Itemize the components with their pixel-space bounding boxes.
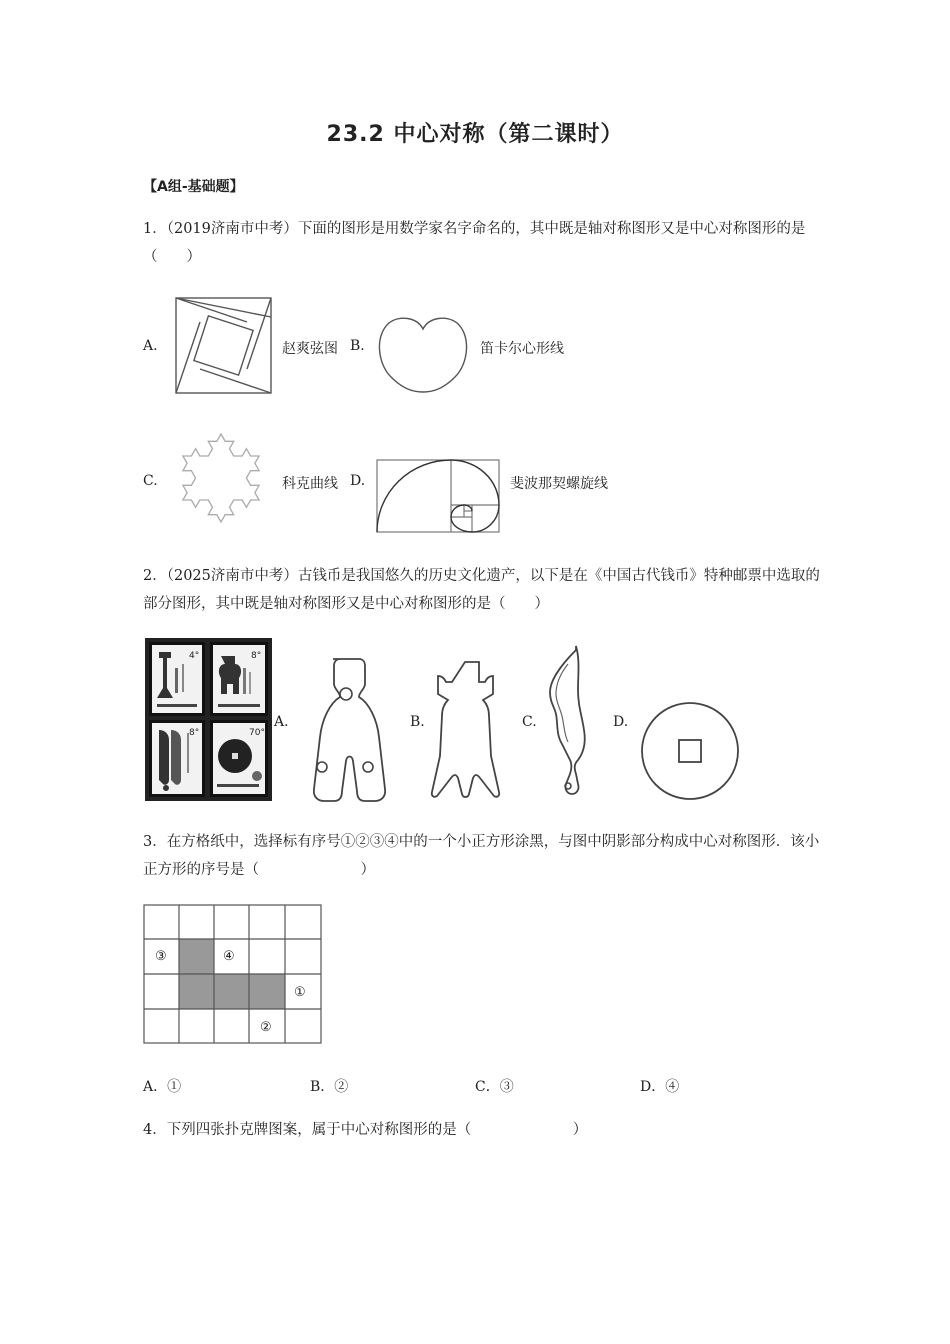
coin-stamps [145,638,272,801]
question-4-text: 4．下列四张扑克牌图案，属于中心对称图形的是（ ） [143,1122,588,1138]
q3-option-d: D．④ [640,1079,680,1095]
q1-option-a-letter: A. [143,338,158,354]
fibonacci-spiral [376,459,500,533]
q1-option-c-letter: C. [143,473,158,489]
grid-mark-1: ① [294,985,306,1000]
q1-option-d-letter: D. [350,473,366,489]
question-2-text: 2．（2025济南市中考）古钱币是我国悠久的历史文化遗产，以下是在《中国古代钱币》特种邮票中选取的部分图形，其中既是轴对称图形又是中心对称图形的是（ ） [143,568,820,612]
q2-option-b-letter: B. [410,714,425,730]
section-heading: 【A组-基础题】 [143,179,244,195]
q1-option-c-caption: 科克曲线 [282,476,338,492]
square-grid [143,904,323,1044]
stamp-4-value: 70° [249,728,265,738]
stamp-3-value: 8° [189,728,200,738]
zhao-shuang-diagram [175,297,272,394]
q1-option-b-letter: B. [350,338,365,354]
grid-mark-3: ③ [155,949,167,964]
spade-coin-shape [305,657,387,801]
q1-option-b-caption: 笛卡尔心形线 [480,341,564,357]
round-coin-shape [640,701,740,801]
grid-mark-2: ② [260,1020,272,1035]
q2-option-a-letter: A. [274,714,289,730]
q2-option-c-letter: C. [522,714,537,730]
grid-mark-4: ④ [223,949,235,964]
question-1-text: 1．（2019济南市中考）下面的图形是用数学家名字命名的，其中既是轴对称图形又是中心对称图形的是（ ） [143,221,806,265]
stamp-2-value: 8° [251,651,262,661]
koch-snowflake [168,425,274,531]
knife-coin-shape [546,648,590,798]
page-title: 23.2 中心对称（第二课时） [326,122,624,147]
question-3-text: 3．在方格纸中，选择标有序号①②③④中的一个小正方形涂黑，与图中阴影部分构成中心对称图形．该小正方形的序号是（ ） [143,834,820,878]
cardioid-curve [377,313,469,393]
stamp-1-value: 4° [189,651,200,661]
q3-option-c: C．③ [475,1079,514,1095]
q3-option-b: B．② [310,1079,349,1095]
q1-option-d-caption: 斐波那契螺旋线 [510,476,608,492]
q3-option-a: A．① [143,1079,182,1095]
hollow-spade-coin-shape [433,660,511,798]
q2-option-d-letter: D. [613,714,629,730]
q1-option-a-caption: 赵爽弦图 [282,341,338,357]
